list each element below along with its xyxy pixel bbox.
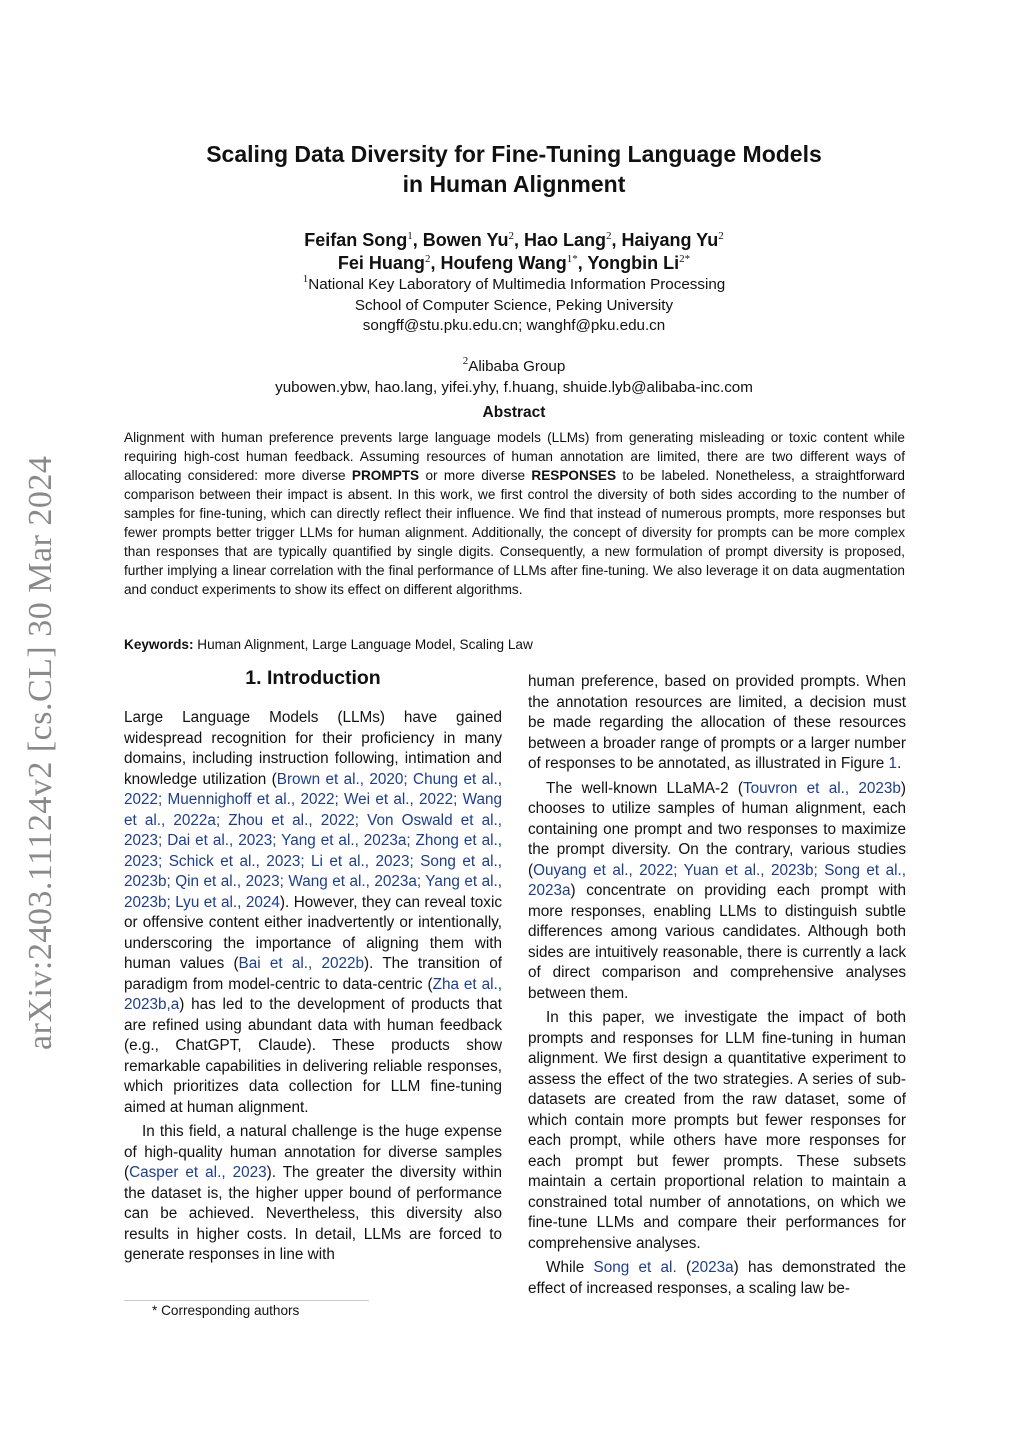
paper-title xyxy=(124,139,904,199)
keywords-label: Keywords: xyxy=(124,637,194,652)
body-text: human preference, based on provided prompts. When the annotation resources are limited, a decision must be made regarding the allocation of these resources between a broader range of prompts or a larger number of responses to be annotated, as illustrated in Figure xyxy=(528,673,906,772)
body-text: While xyxy=(546,1259,594,1276)
body-text: . xyxy=(897,755,902,772)
affiliation-1-line-1 xyxy=(124,275,904,296)
author-affiliation-mark: 2 xyxy=(718,230,724,242)
body-text: ) has demonstrated the effect of increased responses, a scaling law be- xyxy=(528,1259,907,1297)
author-name: , Hao Lang xyxy=(513,230,606,250)
abstract-heading: Abstract xyxy=(482,404,546,421)
arxiv-identifier: arXiv:2403.11124v2 [cs.CL] 30 Mar 2024 xyxy=(22,455,59,1051)
paragraph xyxy=(528,779,906,1005)
body-text: ). The transition of paradigm from model-centric to data-centric ( xyxy=(124,955,502,993)
abstract-text: Alignment with human preference prevents large language models (LLMs) from generating misleading or toxic content while requiring high-cost human feedback. Assuming resources of human annotation are limited, there are two different ways of allocating considered: more diverse xyxy=(124,430,905,483)
citation-link[interactable]: Casper et al., 2023 xyxy=(129,1164,267,1181)
section-heading: 1. Introduction xyxy=(245,667,381,689)
author-affiliation-mark: 1 xyxy=(407,230,413,242)
body-text: ). The greater the diversity within the dataset is, the higher upper bound of performance can be achieved. Nevertheless, this diversity also results in higher costs. In detail, LLMs are forced to generate responses in line with xyxy=(124,1164,502,1263)
citation-link[interactable]: Ouyang et al., 2022; Yuan et al., 2023b; Song et al., 2023a xyxy=(528,861,906,899)
abstract-emphasis: PROMPTS xyxy=(351,468,420,483)
author-name: Fei Huang xyxy=(337,253,425,273)
paragraph xyxy=(528,1008,906,1254)
author-affiliation-mark: 2 xyxy=(508,230,514,242)
body-text: In this paper, we investigate the impact of both prompts and responses for LLM fine-tuning in human alignment. We first design a quantitative experiment to assess the effect of the two strategies. A series of sub-datasets are created from the raw dataset, some of which contain more prompts but fewer responses for each prompt, while others have more responses for each prompt but fewer prompts. These subsets maintain a certain proportional relation to maintain a constrained total number of annotations, on which we fine-tune LLMs and compare their performances for comprehensive analyses. xyxy=(528,1009,906,1252)
paragraph xyxy=(124,708,502,1118)
paragraph xyxy=(528,1258,906,1299)
body-text: ) has led to the development of products that are refined using abundant data with human feedback (e.g., ChatGPT, Claude). These products show remarkable capabilities in delivering reliable responses, which prioritizes data collection for LLM fine-tuning aimed at human alignment. xyxy=(124,996,502,1116)
abstract-text: or more diverse xyxy=(419,468,532,483)
abstract-text: to be labeled. Nonetheless, a straightforward comparison between their impact is absent. In this work, we first control the diversity of both sides according to the number of samples for fine-tuning, which can directly reflect their influence. We find that instead of numerous prompts, more responses but fewer prompts better trigger LLMs for human alignment. Additionally, the concept of diversity for prompts can be more complex than responses that are typically quantified by single digits. Consequently, a new formulation of prompt diversity is proposed, further implying a linear correlation with the final performance of LLMs after fine-tuning. We also leverage it on data augmentation and conduct experiments to show its effect on different algorithms. xyxy=(124,468,905,597)
author-name: , Bowen Yu xyxy=(412,230,509,250)
author-affiliation-mark: 1* xyxy=(566,253,578,265)
author-affiliation-mark: 2 xyxy=(605,230,612,242)
body-text: The well-known LLaMA-2 ( xyxy=(546,779,743,797)
abstract-body xyxy=(124,428,905,599)
affiliation-1-emails: songff@stu.pku.edu.cn; wanghf@pku.edu.cn xyxy=(362,317,666,334)
citation-link[interactable]: Zha et al., 2023b,a xyxy=(124,975,502,1013)
keywords xyxy=(124,635,905,654)
citation-link[interactable]: 2023a xyxy=(691,1259,734,1276)
citation-link[interactable]: Song et al. xyxy=(593,1259,677,1276)
abstract-emphasis: RESPONSES xyxy=(531,468,617,483)
affiliation-mark: 1 xyxy=(302,273,309,285)
right-column xyxy=(528,672,906,1303)
author-name: Feifan Song xyxy=(304,230,408,250)
body-text: ( xyxy=(676,1259,692,1276)
affiliation-mark: 2 xyxy=(462,355,469,367)
author-name: , Houfeng Wang xyxy=(430,253,567,273)
author-name: , Haiyang Yu xyxy=(611,230,719,250)
author-line-2 xyxy=(124,252,904,275)
title-line-1: Scaling Data Diversity for Fine-Tuning Language Models xyxy=(206,141,822,167)
affiliation-2-emails: yubowen.ybw, hao.lang, yifei.yhy, f.huang, shuide.lyb@alibaba-inc.com xyxy=(275,378,753,396)
body-text: ) chooses to utilize samples of human alignment, each containing one prompt and two responses to maximize the prompt diversity. On the contrary, various studies ( xyxy=(528,779,907,879)
affiliation-text: Alibaba Group xyxy=(468,358,566,375)
author-line-1 xyxy=(124,229,904,252)
citation-link[interactable]: Bai et al., 2022b xyxy=(238,955,365,972)
affiliation-text: National Key Laboratory of Multimedia Information Processing xyxy=(308,276,726,293)
author-list xyxy=(124,229,904,275)
left-column xyxy=(124,708,502,1270)
body-text: ) concentrate on providing each prompt with more responses, enabling LLMs to distinguish subtle differences among various candidates. Although both sides are intuitively reasonable, there is currently a lack of direct comparison and comprehensive analyses between them. xyxy=(528,882,906,1002)
keywords-text: Human Alignment, Large Language Model, Scaling Law xyxy=(193,637,533,652)
figure-link[interactable]: 1 xyxy=(888,755,898,772)
citation-link[interactable]: Touvron et al., 2023b xyxy=(742,779,901,797)
affiliation-1 xyxy=(124,275,904,337)
author-affiliation-mark: 2* xyxy=(679,253,691,265)
paragraph xyxy=(528,672,906,775)
body-text: ). However, they can reveal toxic or offensive content either inadvertently or intentionally, underscoring the importance of aligning them with human values ( xyxy=(124,893,502,972)
author-affiliation-mark: 2 xyxy=(424,253,431,265)
body-text: Large Language Models (LLMs) have gained widespread recognition for their proficiency in many domains, including instruction following, intimation and knowledge utilization ( xyxy=(124,709,502,788)
title-line-2: in Human Alignment xyxy=(402,171,626,197)
footnote: * Corresponding authors xyxy=(152,1303,300,1318)
citation-link[interactable]: Brown et al., 2020; Chung et al., 2022; Muennighoff et al., 2022; Wei et al., 2022; Wang et al., 2022a; Zhou et al., 2022; Von Oswald et al., 2023; Dai et al., 2023; Yang et al., 2023a; Zhong et al., 2023; Schick et al., 2023; Li et al., 2023; Song et al., 2023b; Qin et al., 2023; Wang et al., 2023a; Yang et al., 2023b; Lyu et al., 2024 xyxy=(124,770,502,911)
author-name: , Yongbin Li xyxy=(577,253,680,273)
body-text: In this field, a natural challenge is the huge expense of high-quality human annotation for diverse samples ( xyxy=(124,1123,502,1181)
footnote-divider xyxy=(124,1300,369,1301)
affiliation-2-line-1 xyxy=(124,357,904,378)
paragraph xyxy=(124,1122,502,1266)
affiliation-1-line-2: School of Computer Science, Peking University xyxy=(354,296,674,314)
affiliation-2 xyxy=(124,357,904,398)
